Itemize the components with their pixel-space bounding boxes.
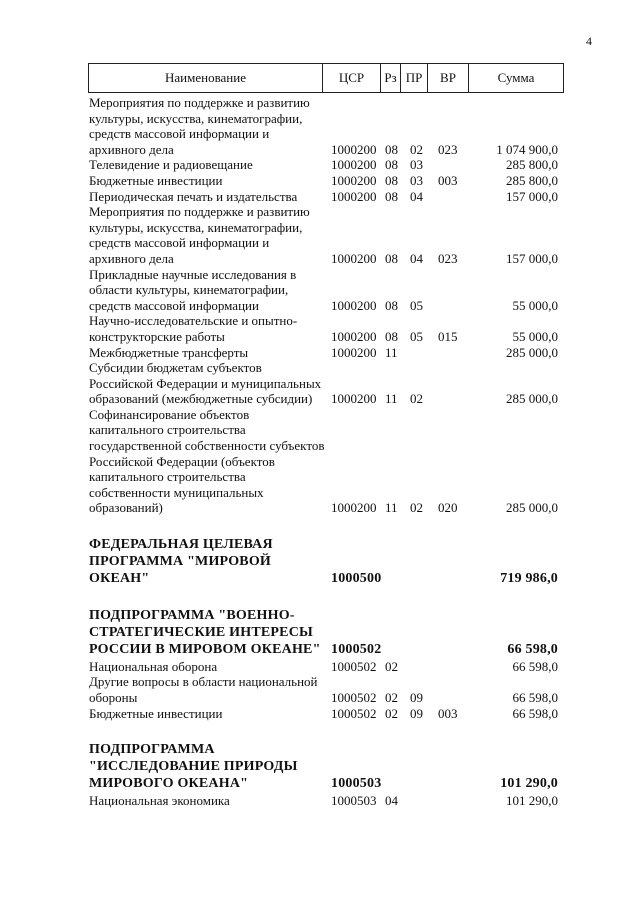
row-vr: 003: [438, 705, 458, 721]
row-name: Мероприятия по поддержке и развитию культуры, искусства, кинематографии, средств массовой информации и архивного дела: [89, 204, 310, 266]
row-rz: 02: [385, 705, 398, 721]
row-csr: 1000200: [331, 250, 377, 266]
row-sum: 157 000,0: [506, 188, 558, 204]
row-pr: 09: [410, 705, 423, 721]
row-name: Прикладные научные исследования в области культуры, кинематографии, средств массовой информации: [89, 266, 297, 313]
row-csr: 1000503: [331, 775, 382, 791]
row-name: Периодическая печать и издательства: [89, 188, 298, 204]
row-sum: 285 800,0: [506, 157, 558, 173]
row-sum: 285 000,0: [506, 500, 558, 516]
header-rz: Рз: [381, 64, 401, 93]
row-name: ПОДПРОГРАММА "ВОЕННО-СТРАТЕГИЧЕСКИЕ ИНТЕРЕСЫ РОССИИ В МИРОВОМ ОКЕАНЕ": [89, 608, 321, 658]
table-row: [88, 95, 558, 157]
table-row: [88, 204, 558, 266]
row-vr: 003: [438, 172, 458, 188]
table-row-program: [88, 537, 558, 587]
row-rz: 08: [385, 250, 398, 266]
row-sum: 66 598,0: [512, 690, 558, 705]
row-pr: 02: [410, 500, 423, 516]
row-csr: 1000500: [331, 570, 382, 586]
row-rz: 08: [385, 328, 398, 344]
row-name: Софинансирование объектов капитального строительства государственной собственности субъектов Российской Федерации (объектов капитального строительства собственности муниципальных образований): [89, 406, 325, 516]
row-pr: 05: [410, 328, 423, 344]
row-pr: 05: [410, 297, 423, 313]
row-csr: 1000200: [331, 157, 377, 173]
row-sum: 285 000,0: [506, 391, 558, 407]
table-row: [88, 313, 558, 344]
row-csr: 1000503: [331, 792, 377, 808]
row-csr: 1000200: [331, 172, 377, 188]
row-pr: 02: [410, 391, 423, 407]
table-row: [88, 674, 558, 705]
table-header: [88, 63, 564, 93]
budget-rows: [88, 95, 558, 808]
table-row: [88, 407, 558, 516]
header-vr: ВР: [428, 64, 469, 93]
row-csr: 1000502: [331, 690, 377, 705]
row-sum: 55 000,0: [512, 297, 558, 313]
table-row: [88, 173, 558, 189]
header-csr: ЦСР: [323, 64, 381, 93]
row-csr: 1000200: [331, 141, 377, 157]
row-sum: 101 290,0: [500, 775, 558, 791]
spacer: [88, 516, 558, 537]
row-pr: 02: [410, 141, 423, 157]
row-pr: 04: [410, 250, 423, 266]
row-vr: 023: [438, 250, 458, 266]
row-rz: 11: [385, 391, 398, 407]
table-row-subprogram: [88, 742, 558, 792]
row-rz: 11: [385, 344, 398, 360]
row-pr: 03: [410, 157, 423, 173]
row-rz: 04: [385, 792, 398, 808]
row-name: Межбюджетные трансферты: [89, 344, 249, 360]
spacer: [88, 587, 558, 608]
table-row: [88, 157, 558, 173]
row-rz: 08: [385, 297, 398, 313]
row-rz: 02: [385, 658, 398, 674]
row-csr: 1000200: [331, 297, 377, 313]
row-sum: 55 000,0: [512, 328, 558, 344]
table-row: [88, 659, 558, 675]
row-pr: 03: [410, 172, 423, 188]
row-rz: 08: [385, 188, 398, 204]
header-sum: Сумма: [469, 64, 564, 93]
row-sum: 719 986,0: [500, 570, 558, 586]
table-row: [88, 267, 558, 314]
row-vr: 015: [438, 328, 458, 344]
table-row: [88, 189, 558, 205]
row-csr: 1000502: [331, 642, 382, 658]
row-csr: 1000200: [331, 344, 377, 360]
table-row: [88, 793, 558, 809]
row-name: Телевидение и радиовещание: [89, 157, 253, 173]
row-csr: 1000200: [331, 391, 377, 407]
page-number: 4: [586, 34, 592, 48]
row-csr: 1000200: [331, 328, 377, 344]
row-name: Научно-исследовательские и опытно-конструкторские работы: [89, 313, 298, 344]
row-vr: 020: [438, 500, 458, 516]
row-sum: 1 074 900,0: [496, 141, 558, 157]
row-sum: 66 598,0: [507, 642, 558, 658]
row-csr: 1000200: [331, 500, 377, 516]
row-name: Мероприятия по поддержке и развитию культуры, искусства, кинематографии, средств массовой информации и архивного дела: [89, 95, 310, 157]
table-row-subprogram: [88, 608, 558, 658]
row-pr: 09: [410, 690, 423, 705]
row-csr: 1000200: [331, 188, 377, 204]
row-rz: 11: [385, 500, 398, 516]
row-csr: 1000502: [331, 705, 377, 721]
row-name: Субсидии бюджетам субъектов Российской Федерации и муниципальных образований (межбюджетные субсидии): [89, 360, 322, 407]
row-sum: 66 598,0: [512, 658, 558, 674]
row-name: Бюджетные инвестиции: [89, 172, 223, 188]
row-name: ФЕДЕРАЛЬНАЯ ЦЕЛЕВАЯ ПРОГРАММА "МИРОВОЙ ОКЕАН": [89, 537, 273, 586]
table-row: [88, 360, 558, 407]
row-name: Национальная экономика: [89, 792, 230, 808]
header-pr: ПР: [401, 64, 428, 93]
table-row: [88, 706, 558, 722]
row-csr: 1000502: [331, 658, 377, 674]
row-rz: 08: [385, 141, 398, 157]
header-name: Наименование: [89, 64, 323, 93]
row-sum: 66 598,0: [512, 705, 558, 721]
row-rz: 08: [385, 157, 398, 173]
row-name: Национальная оборона: [89, 658, 218, 674]
row-sum: 157 000,0: [506, 250, 558, 266]
spacer: [88, 721, 558, 742]
row-pr: 04: [410, 188, 423, 204]
table-row: [88, 345, 558, 361]
row-name: ПОДПРОГРАММА "ИССЛЕДОВАНИЕ ПРИРОДЫ МИРОВОГО ОКЕАНА": [89, 742, 298, 791]
row-sum: 285 800,0: [506, 172, 558, 188]
row-vr: 023: [438, 141, 458, 157]
row-sum: 285 000,0: [506, 344, 558, 360]
row-rz: 02: [385, 690, 398, 705]
row-name: Другие вопросы в области национальной обороны: [89, 674, 318, 705]
row-rz: 08: [385, 172, 398, 188]
row-sum: 101 290,0: [506, 792, 558, 808]
row-name: Бюджетные инвестиции: [89, 705, 223, 721]
